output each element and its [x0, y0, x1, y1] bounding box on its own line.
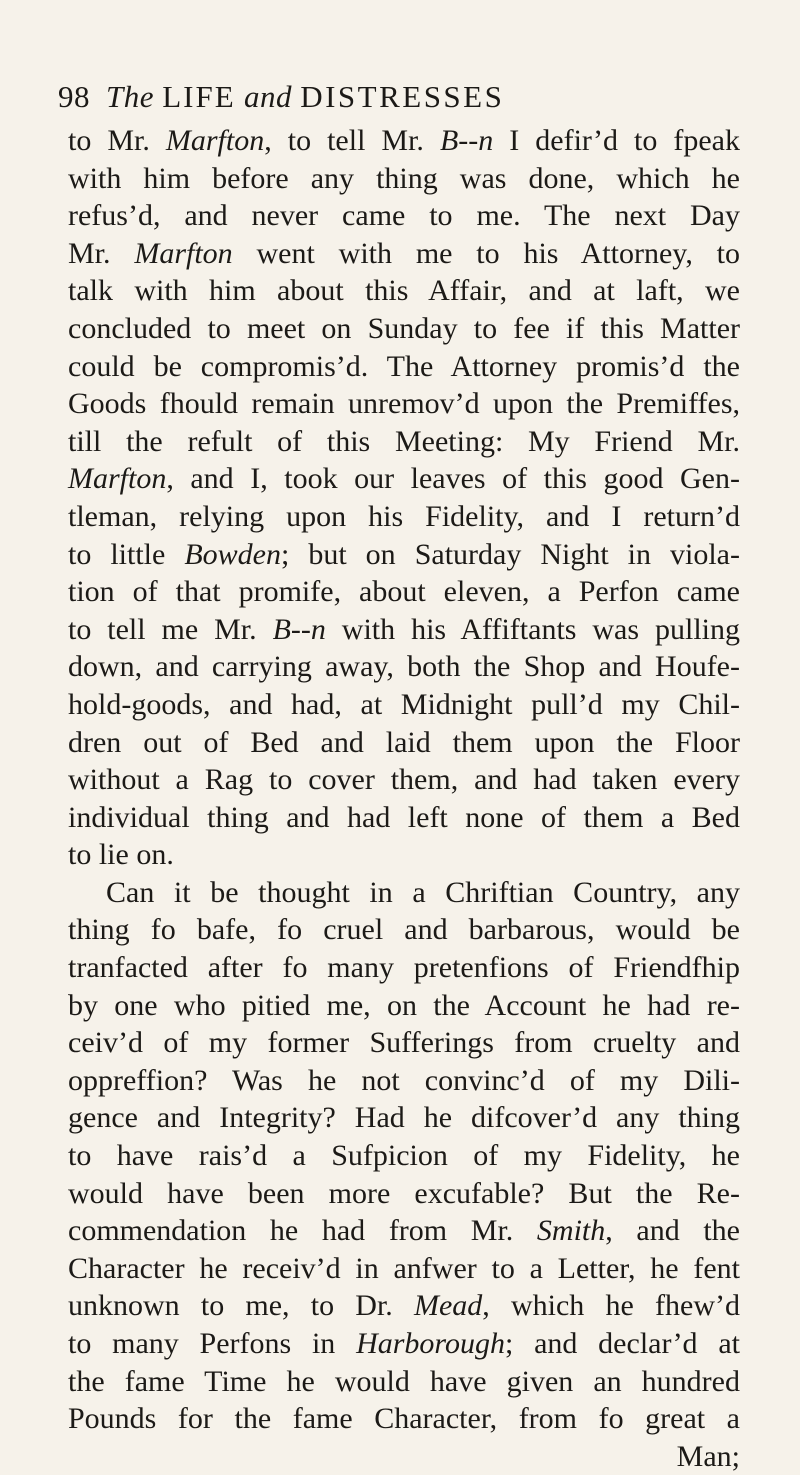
italic-text: Smith: [536, 1214, 606, 1248]
text-line: [68, 385, 740, 423]
text-segment: thing fo bafe, fo cruel and barbarous, would be: [68, 913, 740, 947]
text-segment: unknown to me, to Dr.: [68, 1289, 414, 1323]
text-line: [68, 911, 740, 949]
text-segment: to tell me Mr.: [68, 612, 273, 646]
header-title-distresses: DISTRESSES: [300, 79, 505, 114]
text-line: [68, 1024, 740, 1062]
text-segment: , and the: [605, 1214, 740, 1248]
text-line: [68, 1175, 740, 1213]
text-line: [68, 423, 740, 461]
text-line: [68, 460, 740, 498]
italic-text: Marfton: [165, 124, 265, 157]
text-line: [68, 272, 740, 310]
text-line: [68, 949, 740, 987]
catchword: Man;: [676, 1439, 740, 1473]
text-segment: without a Rag to cover them, and had taken every: [68, 763, 740, 797]
text-line: [68, 1137, 740, 1175]
text-segment: could be compromis’d. The Attorney promis’d the: [68, 349, 740, 383]
text-line: [68, 648, 740, 686]
text-segment: by one who pitied me, on the Account he had re-: [68, 988, 740, 1022]
text-segment: to many Perfons in: [68, 1327, 357, 1360]
text-segment: tranfacted after fo many pretenfions of Friendfhip: [68, 951, 740, 985]
text-segment: oppreffion? Was he not convinc’d of my Dili-: [68, 1063, 740, 1097]
text-line: [68, 310, 740, 348]
italic-text: Mead: [413, 1289, 483, 1323]
text-segment: , to tell Mr.: [264, 124, 440, 157]
running-header: [58, 76, 698, 118]
text-segment: to little: [68, 537, 185, 571]
text-line: [68, 987, 740, 1025]
text-segment: individual thing and had left none of them a Bed: [68, 800, 740, 834]
text-line: [68, 1287, 740, 1325]
text-line: [68, 536, 740, 574]
text-line: [68, 799, 740, 837]
text-line: [68, 836, 740, 874]
text-line: [68, 160, 740, 198]
text-segment: to have rais’d a Sufpicion of my Fidelity, he: [68, 1139, 740, 1173]
text-segment: talk with him about this Affair, and at laft, we: [68, 274, 740, 308]
italic-text: Marfton: [134, 236, 233, 270]
italic-text: Bowden: [184, 537, 281, 571]
text-segment: Mr.: [68, 236, 135, 270]
text-line: [68, 122, 740, 160]
header-title-and: and: [243, 79, 292, 114]
text-line: [68, 498, 740, 536]
text-line: [68, 573, 740, 611]
text-segment: concluded to meet on Sunday to fee if this Matter: [68, 311, 740, 345]
text-segment: hold-goods, and had, at Midnight pull’d my Chil-: [68, 687, 740, 721]
text-line: [68, 235, 740, 273]
text-line: [68, 1250, 740, 1288]
text-line: [68, 611, 740, 649]
text-segment: the fame Time he would have given an hundred: [68, 1364, 740, 1398]
italic-text: B--n: [272, 612, 326, 646]
text-line: [68, 197, 740, 235]
text-line: [68, 1062, 740, 1100]
italic-text: Harborough: [356, 1327, 505, 1360]
text-segment: dren out of Bed and laid them upon the Floor: [68, 725, 740, 759]
text-segment: ceiv’d of my former Sufferings from cruelty and: [68, 1026, 740, 1060]
text-segment: commendation he had from Mr.: [68, 1214, 537, 1248]
text-segment: to lie on.: [68, 838, 174, 872]
text-line: [68, 724, 740, 762]
text-segment: tleman, relying upon his Fidelity, and I return’d: [68, 499, 740, 533]
header-title-life: LIFE: [162, 79, 236, 114]
text-segment: I defir’d to fpeak: [493, 124, 740, 157]
text-segment: ; but on Saturday Night in viola-: [281, 537, 740, 571]
text-segment: with his Affiftants was pulling: [325, 612, 740, 646]
page-number: 98: [58, 79, 90, 114]
text-segment: refus’d, and never came to me. The next Day: [68, 199, 740, 233]
italic-text: B--n: [439, 124, 494, 157]
text-line: [68, 1400, 740, 1438]
text-segment: gence and Integrity? Had he difcover’d any thing: [68, 1101, 740, 1135]
text-segment: Goods fhould remain unremov’d upon the Premiffes,: [68, 387, 740, 421]
text-segment: ; and declar’d at: [504, 1327, 740, 1360]
text-segment: , and I, took our leaves of this good Gen-: [166, 462, 740, 496]
text-line: [68, 1212, 740, 1250]
text-line: [68, 874, 740, 912]
text-segment: to Mr.: [68, 124, 166, 157]
body-text: [68, 122, 740, 1475]
header-title-the: The: [106, 79, 154, 114]
text-segment: down, and carrying away, both the Shop and Houfe-: [68, 650, 740, 684]
text-segment: Pounds for the fame Character, from fo great a: [68, 1402, 740, 1436]
text-line: [68, 1363, 740, 1401]
text-segment: went with me to his Attorney, to: [232, 236, 740, 270]
text-line: [68, 1099, 740, 1137]
text-line: [68, 348, 740, 386]
text-line: [68, 761, 740, 799]
text-segment: , which he fhew’d: [482, 1289, 740, 1323]
text-line: [68, 1325, 740, 1363]
text-segment: Can it be thought in a Chriftian Country, any: [106, 875, 740, 909]
text-segment: with him before any thing was done, which he: [68, 161, 740, 195]
italic-text: Marfton: [68, 462, 167, 496]
text-segment: till the refult of this Meeting: My Friend Mr.: [68, 424, 740, 458]
text-segment: Character he receiv’d in anfwer to a Letter, he fent: [68, 1251, 740, 1285]
text-line: [68, 686, 740, 724]
text-segment: would have been more excufable? But the Re-: [68, 1176, 740, 1210]
text-segment: tion of that promife, about eleven, a Perfon came: [68, 575, 740, 609]
